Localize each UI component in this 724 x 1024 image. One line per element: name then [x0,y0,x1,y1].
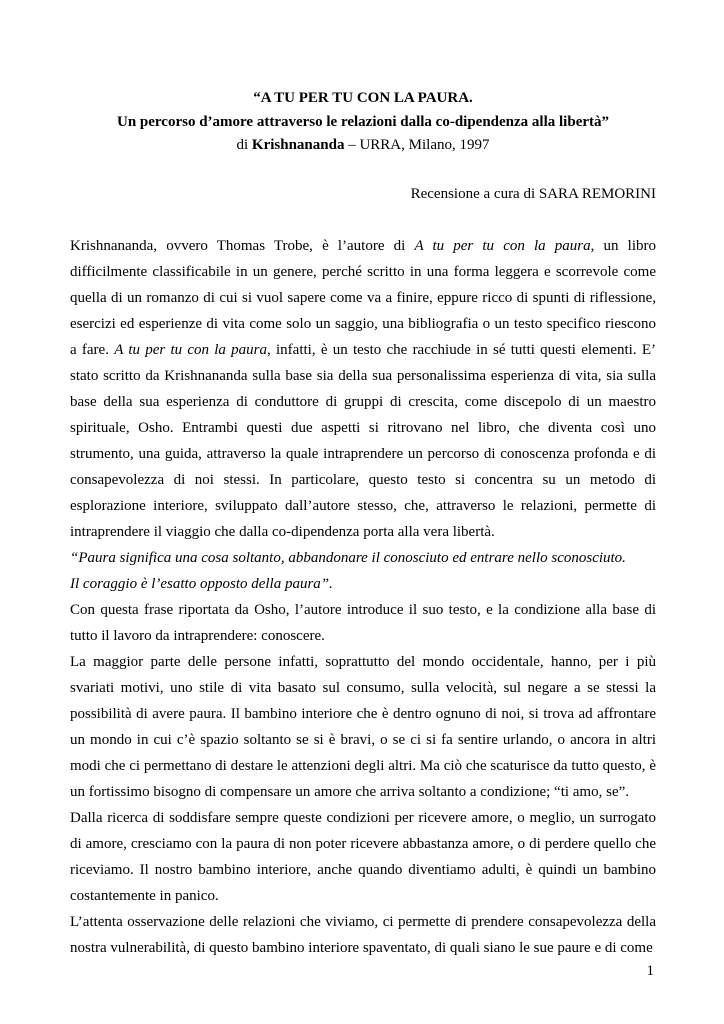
quote-line-2: Il coraggio è l’esatto opposto della paura”. [70,576,333,592]
author-name: Krishnananda [251,137,345,153]
paragraph-4: Dalla ricerca di soddisfare sempre queste condizioni per ricevere amore, o meglio, un surrogato di amore, cresciamo con la paura di non poter ricevere abbastanza amore, o di perdere quello che riceviamo. Il nostro bambino interiore, anche quando diventiamo adulti, è quindi un bambino costantemente in panico. [70,810,656,904]
p1-text-a: Krishnananda, ovvero Thomas Trobe, è l’autore di [70,238,415,254]
page-number: 1 [646,963,654,979]
p1-text-c: , un libro difficilmente classificabile in un genere, perché scritto in una forma leggera e scorrevole come quella di un romanzo di cui si vuol sapere come va a finire, eppure ricco di spunti di riflessione, esercizi ed esperienze di vita come solo un saggio, una bibliografia o un testo specifico riescono a fare. [70,238,656,358]
p1-book-title-a: A tu per tu con la paura [414,238,591,254]
body-text [70,233,656,961]
paragraph-5: L’attenta osservazione delle relazioni che viviamo, ci permette di prendere consapevolezza della nostra vulnerabilità, di questo bambino interiore spaventato, di quali siano le sue paure e di come [70,914,656,956]
publisher-info: – URRA, Milano, 1997 [344,137,490,153]
book-title: “A TU PER TU CON LA PAURA. [253,90,473,106]
paragraph-2: Con questa frase riportata da Osho, l’autore introduce il suo testo, e la condizione alla base di tutto il lavoro da intraprendere: conoscere. [70,602,656,644]
paragraph-3: La maggior parte delle persone infatti, soprattutto del mondo occidentale, hanno, per i più svariati motivi, uno stile di vita basato sul consumo, sulla velocità, sul negare a se stessi la possibilità di avere paura. Il bambino interiore che è dentro ognuno di noi, si trova ad affrontare un mondo in cui c’è spazio soltanto se si è bravi, o se ci si fa sentire urlando, o ancora in altri modi che ci permettano di destare le attenzioni degli altri. Ma ciò che scaturisce da tutto questo, è un fortissimo bisogno di compensare un amore che arriva soltanto a condizione; “ti amo, se”. [70,654,656,800]
paragraph-1 [70,233,656,545]
p1-text-e: , infatti, è un testo che racchiude in sé tutti questi elementi. E’ stato scritto da Krishnananda sulla base sia della sua personalissima esperienza di vita, sia sulla base della sua esperienza di conduttore di gruppi di crescita, come discepolo di un maestro spirituale, Osho. Entrambi questi due aspetti si ritrovano nel libro, che diventa così uno strumento, una guida, attraverso la quale intraprendere un percorso di conoscenza profonda e di consapevolezza di noi stessi. In particolare, questo testo si concentra su un metodo di esplorazione interiore, sviluppato dall’autore stesso, che, attraverso le relazioni, permette di intraprendere il viaggio che dalla co-dipendenza porta alla vera libertà. [70,342,656,540]
quote-line-1: “Paura significa una cosa soltanto, abbandonare il conosciuto ed entrare nello sconosciuto. [70,550,626,566]
author-line [70,134,656,158]
book-subtitle: Un percorso d’amore attraverso le relazioni dalla co-dipendenza alla libertà” [116,113,610,130]
review-credit: Recensione a cura di SARA REMORINI [410,186,656,202]
p1-book-title-b: A tu per tu con la paura [114,342,268,358]
author-prefix: di [236,137,252,153]
title-block [70,87,656,158]
